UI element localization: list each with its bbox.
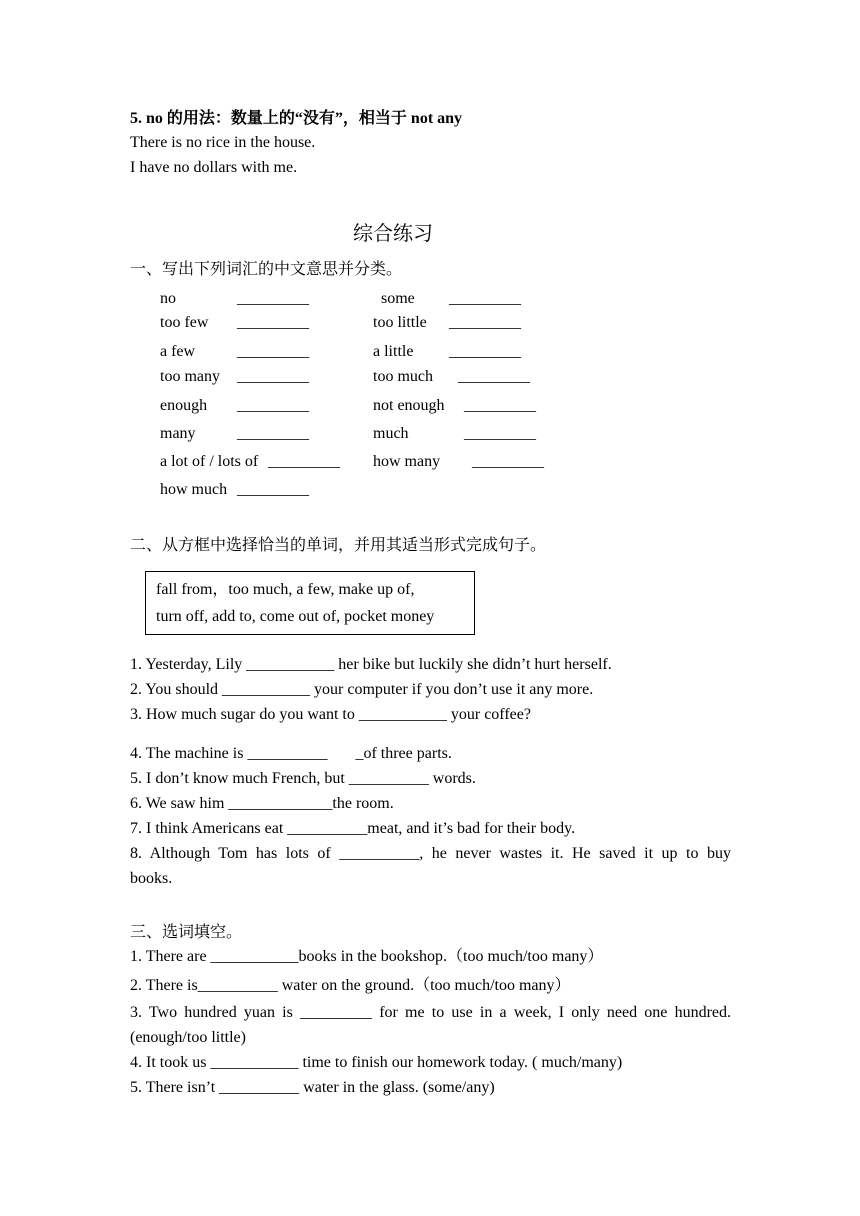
- section2-question-6: 6. We saw him _____________the room.: [130, 795, 394, 812]
- vocab-left-blank: _________: [237, 290, 309, 307]
- vocab-left-word: how much: [160, 481, 228, 498]
- vocab-right-blank: _________: [464, 397, 536, 414]
- grammar-heading: [130, 109, 462, 129]
- vocab-left-word: no: [160, 290, 176, 307]
- vocab-left-blank: _________: [237, 481, 309, 498]
- grammar-heading-text: 的用法：数量上的“没有”，相当于: [162, 110, 411, 127]
- vocab-right-word: too little: [373, 314, 427, 331]
- vocab-left-blank: _________: [237, 425, 309, 442]
- vocab-left-word: enough: [160, 397, 208, 414]
- section2-question-2: 2. You should ___________ your computer if you don’t use it any more.: [130, 681, 594, 698]
- section3-question-3-line-1: 3. Two hundred yuan is _________ for me to use in a week, I only need one hundred.: [130, 1004, 731, 1021]
- word-bank-line-2: turn off, add to, come out of, pocket money: [156, 608, 435, 625]
- vocab-right-word: too much: [373, 368, 433, 385]
- section2-question-4: 4. The machine is __________ _of three parts.: [130, 745, 452, 762]
- vocab-left-word: too many: [160, 368, 220, 385]
- section2-heading: 二、从方框中选择恰当的单词，并用其适当形式完成句子。: [130, 537, 547, 554]
- vocab-right-blank: _________: [458, 368, 530, 385]
- vocab-right-blank: _________: [449, 343, 521, 360]
- section2-question-8-line-1: 8. Although Tom has lots of __________, he never wastes it. He saved it up to buy: [130, 845, 731, 862]
- grammar-heading-prefix: 5. no: [130, 110, 163, 127]
- vocab-left-blank: _________: [237, 314, 309, 331]
- section2-question-5: 5. I don’t know much French, but __________ words.: [130, 770, 476, 787]
- vocab-right-word: much: [373, 425, 409, 442]
- vocab-right-word: a little: [373, 343, 414, 360]
- vocab-left-blank: _________: [237, 397, 309, 414]
- vocab-right-blank: _________: [449, 314, 521, 331]
- vocab-right-word: how many: [373, 453, 441, 470]
- vocab-left-word: a few: [160, 343, 196, 360]
- vocab-left-blank: _________: [268, 453, 340, 470]
- word-bank-line-1: fall from，too much, a few, make up of,: [156, 581, 415, 598]
- section2-question-7: 7. I think Americans eat __________meat, and it’s bad for their body.: [130, 820, 576, 837]
- vocab-left-blank: _________: [237, 368, 309, 385]
- vocab-right-word: some: [381, 290, 415, 307]
- section1-heading: 一、写出下列词汇的中文意思并分类。: [130, 261, 403, 278]
- section3-heading: 三、选词填空。: [130, 924, 243, 941]
- word-bank-box: [145, 571, 475, 635]
- section2-question-1: 1. Yesterday, Lily ___________ her bike but luckily she didn’t hurt herself.: [130, 656, 612, 673]
- vocab-right-blank: _________: [449, 290, 521, 307]
- section2-question-3: 3. How much sugar do you want to ___________ your coffee?: [130, 706, 531, 723]
- vocab-right-blank: _________: [472, 453, 544, 470]
- section3-question-3-line-2: (enough/too little): [130, 1029, 246, 1046]
- vocab-right-blank: _________: [464, 425, 536, 442]
- section3-question-2: 2. There is__________ water on the ground.（too much/too many）: [130, 977, 571, 994]
- section2-question-8-line-2: books.: [130, 870, 173, 887]
- section3-question-5: 5. There isn’t __________ water in the glass. (some/any): [130, 1079, 495, 1096]
- practice-title: 综合练习: [353, 223, 433, 245]
- example-sentence-1: There is no rice in the house.: [130, 134, 316, 151]
- vocab-left-word: many: [160, 425, 196, 442]
- vocab-left-blank: _________: [237, 343, 309, 360]
- grammar-heading-suffix: not any: [410, 110, 463, 127]
- section3-question-4: 4. It took us ___________ time to finish our homework today. ( much/many): [130, 1054, 623, 1071]
- example-sentence-2: I have no dollars with me.: [130, 159, 298, 176]
- vocab-right-word: not enough: [373, 397, 445, 414]
- section3-question-1: 1. There are ___________books in the bookshop.（too much/too many）: [130, 948, 604, 965]
- vocab-left-word: too few: [160, 314, 209, 331]
- vocab-left-word: a lot of / lots of: [160, 453, 259, 470]
